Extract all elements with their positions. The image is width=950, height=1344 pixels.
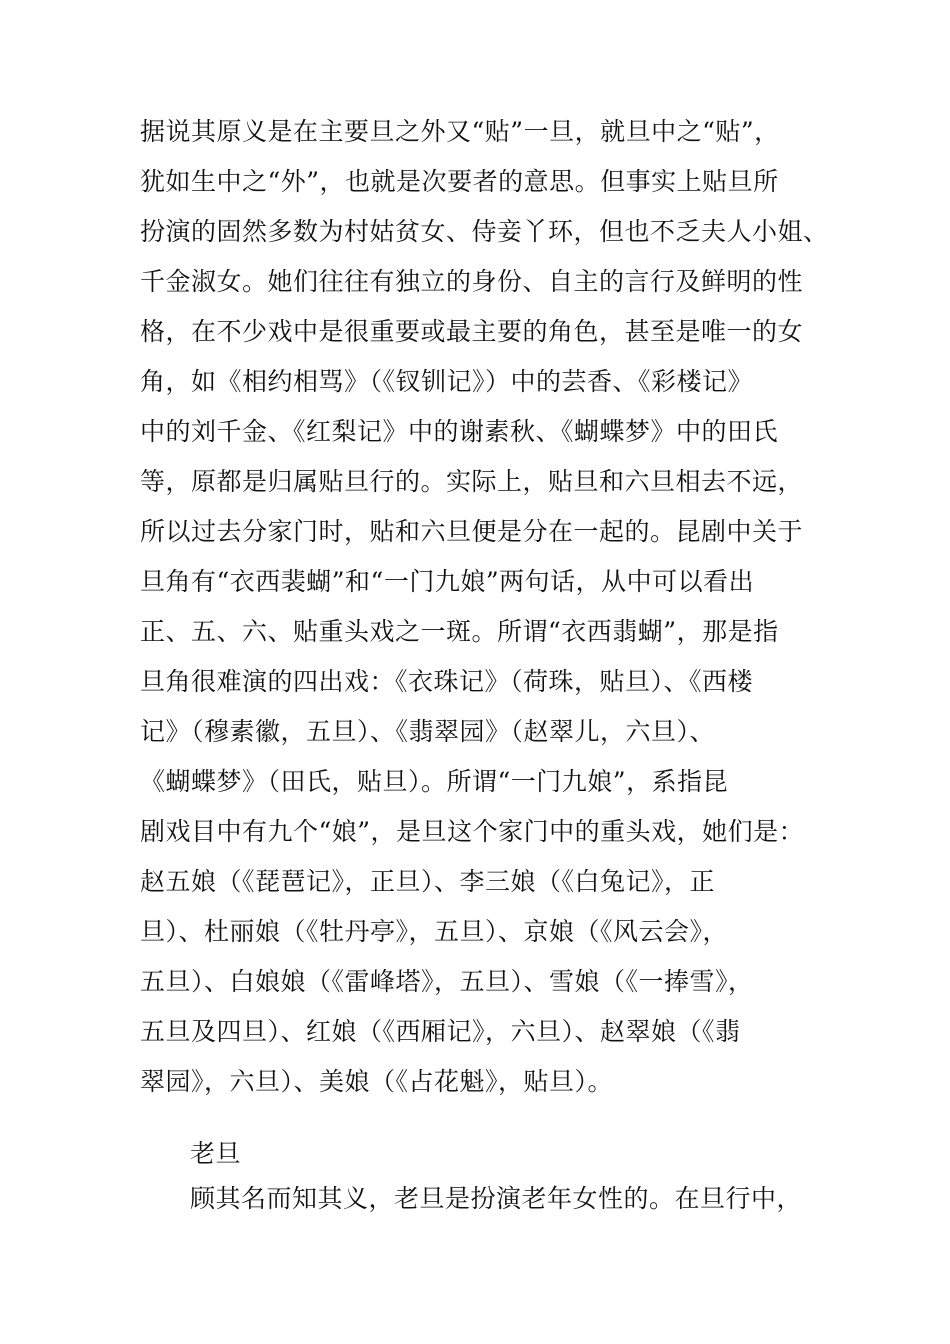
text-line: 旦角有“衣西裴蝴”和“一门九娘”两句话，从中可以看出 [140, 567, 755, 596]
text-line: 扮演的固然多数为村姑贫女、侍妾丫环，但也不乏夫人小姐、 [140, 217, 829, 246]
text-line: 角，如《相约相骂》（《钗钏记》）中的芸香、《彩楼记》 [140, 367, 754, 396]
text-line: 据说其原义是在主要旦之外又“贴”一旦，就旦中之“贴”， [140, 117, 780, 146]
section-first-line: 顾其名而知其义，老旦是扮演老年女性的。在旦行中， [190, 1184, 803, 1213]
text-line: 记》（穆素徽，五旦）、《翡翠园》（赵翠儿，六旦）、 [140, 717, 716, 746]
text-line: 剧戏目中有九个“娘”，是旦这个家门中的重头戏，她们是： [140, 817, 805, 846]
text-line: 中的刘千金、《红梨记》中的谢素秋、《蝴蝶梦》中的田氏 [140, 417, 779, 446]
text-line: 格，在不少戏中是很重要或最主要的角色，甚至是唯一的女 [140, 317, 804, 346]
text-line: 千金淑女。她们往往有独立的身份、自主的言行及鲜明的性 [140, 267, 804, 296]
text-line: 五旦及四旦）、红娘（《西厢记》，六旦）、赵翠娘（《翡 [140, 1017, 741, 1046]
text-line: 正、五、六、贴重头戏之一斑。所谓“衣西翡蝴”，那是指 [140, 617, 779, 646]
text-line: 所以过去分家门时，贴和六旦便是分在一起的。昆剧中关于 [140, 517, 804, 546]
text-line: 五旦）、白娘娘（《雷峰塔》，五旦）、雪娘（《一捧雪》， [140, 967, 754, 996]
text-line: 《蝴蝶梦》（田氏，贴旦）。所谓“一门九娘”，系指昆 [140, 767, 729, 796]
text-line: 翠园》，六旦）、美娘（《占花魁》，贴旦）。 [140, 1067, 614, 1096]
section-heading: 老旦 [190, 1139, 242, 1168]
text-line: 等，原都是归属贴旦行的。实际上，贴旦和六旦相去不远， [140, 467, 804, 496]
text-line: 犹如生中之“外”，也就是次要者的意思。但事实上贴旦所 [140, 167, 779, 196]
text-line: 旦）、杜丽娘（《牡丹亭》，五旦）、京娘（《风云会》， [140, 917, 729, 946]
text-line: 旦角很难演的四出戏：《衣珠记》（荷珠，贴旦）、《西楼 [140, 667, 754, 696]
text-line: 赵五娘（《琵琶记》，正旦）、李三娘（《白兔记》，正 [140, 867, 716, 896]
